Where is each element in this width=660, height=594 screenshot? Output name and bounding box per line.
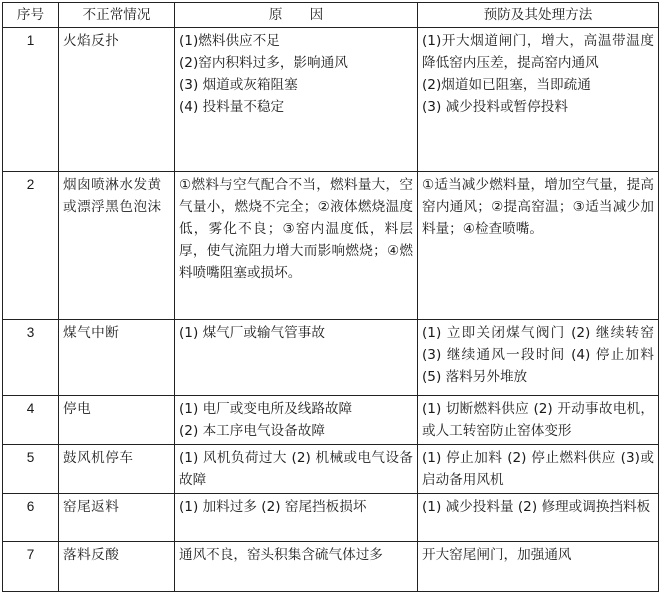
header-fix: 预防及其处理方法 — [418, 3, 659, 28]
table-row — [3, 396, 659, 445]
cause-line: (1) 煤气厂或输气管事故 — [179, 325, 325, 341]
row-cause — [175, 445, 418, 494]
fix-line: (1)开大烟道闸门，增大，高温带温度降低窑内压差，提高窑内通风 — [422, 33, 654, 71]
cause-line: 通风不良，窑头积集含硫气体过多 — [179, 547, 383, 563]
cause-line: (2)窑内积料过多，影响通风 — [179, 55, 348, 71]
header-cause: 原 因 — [175, 3, 418, 28]
row-number: 7 — [3, 542, 59, 592]
row-cause — [175, 396, 418, 445]
row-cause — [175, 494, 418, 542]
row-cause — [175, 172, 418, 320]
cause-line: (1) 加料过多 (2) 窑尾挡板损坏 — [179, 499, 367, 515]
table-row — [3, 320, 659, 396]
row-fix — [418, 396, 659, 445]
row-fix — [418, 320, 659, 396]
row-cause — [175, 320, 418, 396]
cause-line: (1) 电厂或变电所及线路故障 — [179, 401, 353, 417]
row-condition: 窑尾返料 — [59, 494, 175, 542]
header-no: 序号 — [3, 3, 59, 28]
fix-line: (1) 减少投料量 (2) 修理或调换挡料板 — [422, 499, 651, 515]
row-condition: 落料反酸 — [59, 542, 175, 592]
cause-line: (1) 风机负荷过大 (2) 机械或电气设备故障 — [179, 450, 413, 488]
table-header-row — [3, 3, 659, 28]
row-condition: 停电 — [59, 396, 175, 445]
row-fix — [418, 542, 659, 592]
row-number: 1 — [3, 28, 59, 172]
row-number: 2 — [3, 172, 59, 320]
row-cause — [175, 28, 418, 172]
fix-line: (1) 立即关闭煤气阀门 (2) 继续转窑 (3) 继续通风一段时间 (4) 停止加料 (5) 落料另外堆放 — [422, 325, 654, 385]
row-number: 3 — [3, 320, 59, 396]
row-fix — [418, 28, 659, 172]
fix-line: (2)烟道如已阻塞，当即疏通 — [422, 77, 591, 93]
row-condition: 烟囱喷淋水发黄或漂浮黑色泡沫 — [59, 172, 175, 320]
table-row — [3, 28, 659, 172]
row-number: 5 — [3, 445, 59, 494]
row-condition: 鼓风机停车 — [59, 445, 175, 494]
table-row — [3, 494, 659, 542]
table-row — [3, 445, 659, 494]
row-cause — [175, 542, 418, 592]
cause-line: (4) 投料量不稳定 — [179, 99, 285, 115]
cause-line: (1)燃料供应不足 — [179, 33, 280, 49]
cause-line: (2) 本工序电气设备故障 — [179, 423, 325, 439]
row-number: 4 — [3, 396, 59, 445]
fix-line: (1) 切断燃料供应 (2) 开动事故电机，或人工转窑防止窑体变形 — [422, 401, 654, 439]
row-fix — [418, 172, 659, 320]
row-fix — [418, 445, 659, 494]
troubleshooting-table — [2, 2, 659, 592]
header-condition: 不正常情况 — [59, 3, 175, 28]
fix-line: 开大窑尾闸门，加强通风 — [422, 547, 572, 563]
cause-line: ①燃料与空气配合不当，燃料量大，空气量小，燃烧不完全；②液体燃烧温度低，雾化不良；③窑内温度低，料层厚，使气流阻力增大而影响燃烧；④燃料喷嘴阻塞或损坏。 — [179, 177, 413, 281]
row-condition: 煤气中断 — [59, 320, 175, 396]
cause-line: (3) 烟道或灰箱阻塞 — [179, 77, 298, 93]
table-row — [3, 542, 659, 592]
fix-line: (1) 停止加料 (2) 停止燃料供应 (3)或启动备用风机 — [422, 450, 654, 488]
row-fix — [418, 494, 659, 542]
table-row — [3, 172, 659, 320]
fix-line: ①适当减少燃料量，增加空气量，提高窑内通风；②提高窑温；③适当减少加料量；④检查喷嘴。 — [422, 177, 654, 237]
row-condition: 火焰反扑 — [59, 28, 175, 172]
row-number: 6 — [3, 494, 59, 542]
fix-line: (3) 减少投料或暂停投料 — [422, 99, 568, 115]
